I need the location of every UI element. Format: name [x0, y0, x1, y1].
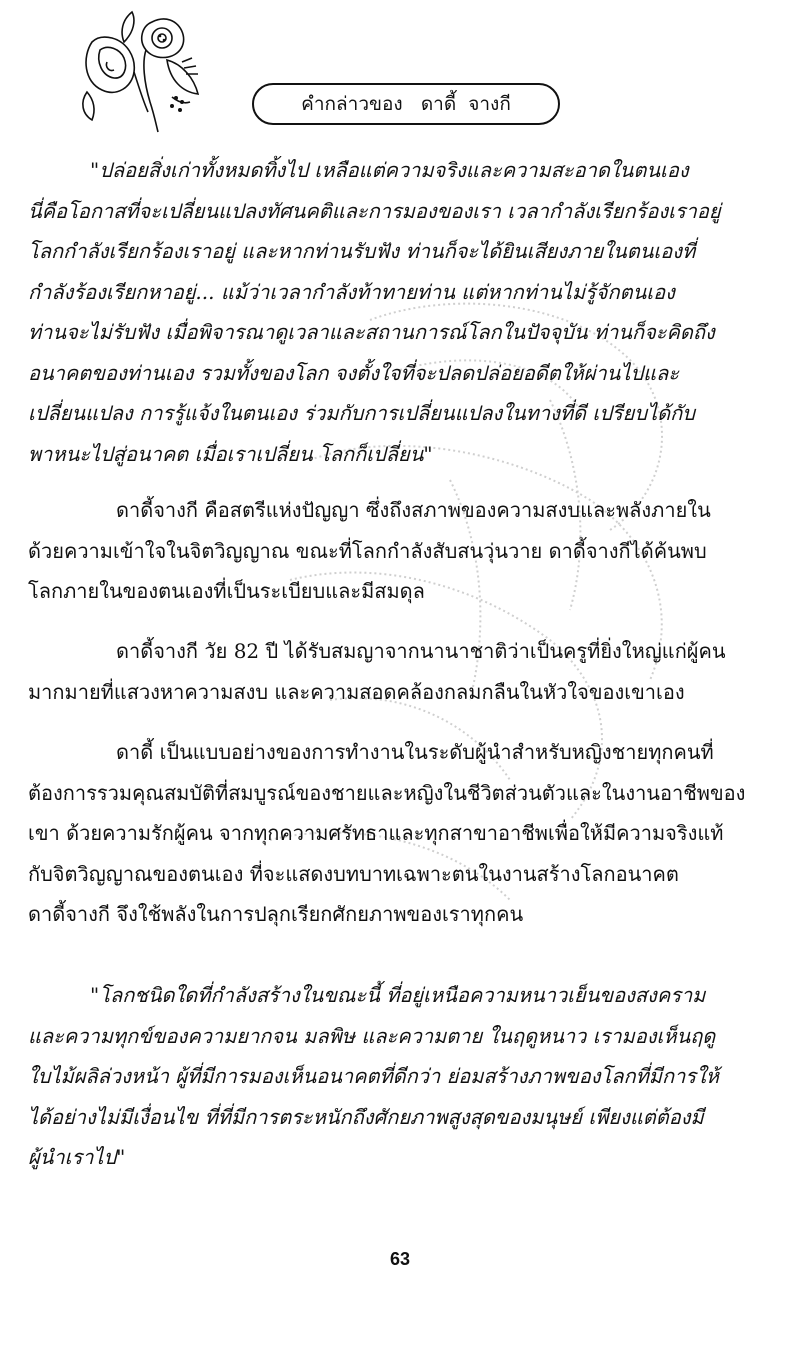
page-number: 63 — [389, 1249, 411, 1269]
flower-illustration-icon — [72, 2, 212, 137]
quote-line: นี่คือโอกาสที่จะเปลี่ยนแปลงทัศนคติและการมองของเรา เวลากำลังเรียกร้องเราอยู่ — [28, 198, 721, 223]
quote-line: เปลี่ยนแปลง การรู้แจ้งในตนเอง ร่วมกับการเปลี่ยนแปลงในทางที่ดี เปรียบได้กับ — [28, 401, 695, 425]
paragraph-line: ดาดี้ เป็นแบบอย่างของการทำงานในระดับผู้นำสำหรับหญิงชายทุกคนที่ — [116, 740, 714, 764]
quote-line: ใบไม้ผลิล่วงหน้า ผู้ที่มีการมองเห็นอนาคตที่ดีกว่า ย่อมสร้างภาพของโลกที่มีการให้ — [28, 1064, 719, 1088]
paragraph-line: เขา ด้วยความรักผู้คน จากทุกความศรัทธาและทุกสาขาอาชีพเพื่อให้มีความจริงแท้ — [28, 821, 724, 845]
opening-quote — [28, 150, 782, 474]
quote-line: อนาคตของท่านเอง รวมทั้งของโลก จงตั้งใจที่จะปลดปล่อยอดีตให้ผ่านไปและ — [28, 360, 679, 385]
paragraph-line: มากมายที่แสวงหาความสงบ และความสอดคล้องกลมกลืนในหัวใจของเขาเอง — [28, 679, 685, 704]
paragraph-line: ดาดี้จางกี คือสตรีแห่งปัญญา ซึ่งถึงสภาพของความสงบและพลังภายใน — [116, 498, 711, 522]
quote-line: และความทุกข์ของความยากจน มลพิษ และความตาย ในฤดูหนาว เรามองเห็นฤดู — [28, 1023, 716, 1048]
body-paragraph-1 — [28, 490, 782, 612]
paragraph-line: ดาดี้จางกี วัย 82 ปี ได้รับสมญาจากนานาชาติว่าเป็นครูที่ยิ่งใหญ่แก่ผู้คน — [116, 639, 726, 663]
title-banner: คำกล่าวของ ดาดี้ จางกี — [252, 83, 560, 125]
paragraph-line: ดาดี้จางกี จึงใช้พลังในการปลุกเรียกศักยภาพของเราทุกคน — [28, 902, 524, 926]
quote-line: กำลังร้องเรียกหาอยู่... แม้ว่าเวลากำลังท้าทายท่าน แต่หากท่านไม่รู้จักตนเอง — [28, 279, 675, 304]
paragraph-line: ต้องการรวมคุณสมบัติที่สมบูรณ์ของชายและหญิงในชีวิตส่วนตัวและในงานอาชีพของ — [28, 780, 746, 805]
quote-line: ท่านจะไม่รับฟัง เมื่อพิจารณาดูเวลาและสถานการณ์โลกในปัจจุบัน ท่านก็จะคิดถึง — [28, 320, 715, 344]
quote-line: "ปล่อยสิ่งเก่าทั้งหมดทิ้งไป เหลือแต่ความจริงและความสะอาดในตนเอง — [90, 158, 689, 182]
closing-quote — [28, 975, 782, 1178]
paragraph-line: โลกภายในของตนเองที่เป็นระเบียบและมีสมดุล — [28, 579, 425, 603]
quote-line: ได้อย่างไม่มีเงื่อนไข ที่ที่มีการตระหนักถึงศักยภาพสูงสุดของมนุษย์ เพียงแต่ต้องมี — [28, 1104, 704, 1129]
quote-line: ผู้นำเราไป" — [28, 1145, 126, 1169]
body-paragraph-2 — [28, 631, 782, 712]
paragraph-line: ด้วยความเข้าใจในจิตวิญญาณ ขณะที่โลกกำลังสับสนวุ่นวาย ดาดี้จางกีได้ค้นพบ — [28, 538, 707, 563]
quote-line: โลกกำลังเรียกร้องเราอยู่ และหากท่านรับฟัง ท่านก็จะได้ยินเสียงภายในตนเองที่ — [28, 239, 696, 263]
quote-line: "โลกชนิดใดที่กำลังสร้างในขณะนี้ ที่อยู่เหนือความหนาวเย็นของสงคราม — [90, 983, 706, 1007]
paragraph-line: กับจิตวิญญาณของตนเอง ที่จะแสดงบทบาทเฉพาะตนในงานสร้างโลกอนาคต — [28, 861, 679, 886]
body-paragraph-3 — [28, 732, 782, 935]
quote-line: พาหนะไปสู่อนาคต เมื่อเราเปลี่ยน โลกก็เปลี่ยน" — [28, 441, 433, 466]
